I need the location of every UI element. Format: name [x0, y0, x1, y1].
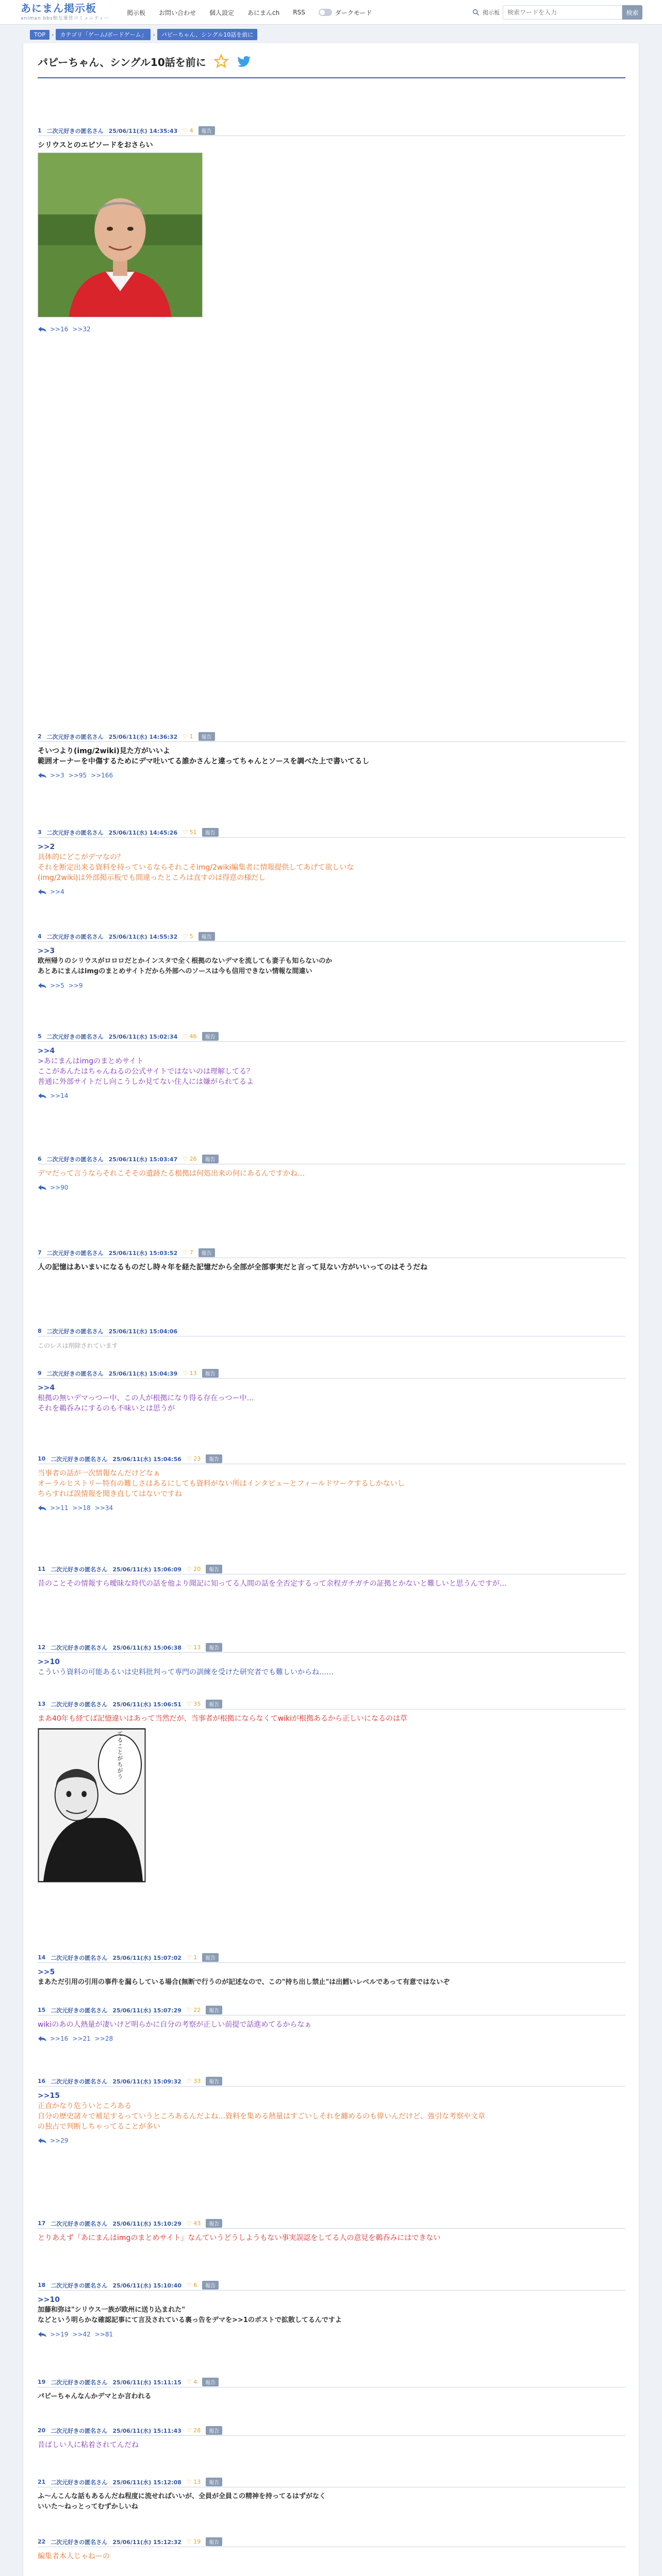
post-number[interactable]: 21: [38, 2479, 46, 2485]
post-meta: [38, 1454, 625, 1464]
post-number[interactable]: 22: [38, 2538, 46, 2545]
post-date: 25/06/11(水) 15:06:51: [112, 1701, 181, 1708]
like-button[interactable]: ♡ 28: [186, 2427, 201, 2434]
crumb-separator-icon: ›: [153, 31, 155, 38]
post-1: [38, 126, 625, 333]
reply-link[interactable]: >>16: [50, 326, 69, 333]
post-date: 25/06/11(水) 15:04:06: [108, 1328, 178, 1335]
post-date: 25/06/11(水) 15:12:32: [112, 2538, 181, 2546]
post-number[interactable]: 16: [38, 2078, 46, 2084]
post-author: 二次元好きの匿名さん: [46, 127, 104, 134]
post-number[interactable]: 5: [38, 1033, 42, 1040]
post-2: [38, 732, 625, 779]
post-13: [38, 1699, 625, 1886]
post-text-line: などという明らかな確認記事にて言及されている裏っ告をデマを>>1のポストで拡散してるんですよ: [38, 2316, 342, 2324]
reply-arrow-icon: [38, 772, 47, 778]
post-date: 25/06/11(水) 15:10:29: [112, 2220, 181, 2227]
post-date: 25/06/11(水) 14:55:32: [108, 933, 178, 940]
post-author: 二次元好きの匿名さん: [51, 2282, 108, 2289]
like-button[interactable]: ♡ 23: [186, 1455, 201, 1462]
report-button[interactable]: 報告: [198, 932, 215, 941]
like-button[interactable]: ♡ 7: [183, 1249, 193, 1256]
post-body: [38, 2291, 625, 2326]
post-text-line: の独占で判断しちゃってることが多い: [38, 2123, 160, 2131]
post-meta: [38, 2477, 625, 2487]
post-text-line: 根拠の無いデマっつー中、この人が根拠になり得る存在っつー中…: [38, 1394, 254, 1402]
reply-link[interactable]: >>29: [50, 2137, 69, 2144]
report-button[interactable]: 報告: [198, 1248, 215, 1257]
post-meta: [38, 2537, 625, 2547]
post-body: [38, 2487, 625, 2512]
post-author: 二次元好きの匿名さん: [51, 2479, 108, 2486]
post-text-line: 昔のことその情報すら曖昧な時代の話を他より聞記に知ってる人間の話を全否定するって余程ガチガチの証拠とかないと難しいと思うんですが…: [38, 1580, 507, 1588]
reply-link[interactable]: >>14: [50, 1092, 69, 1099]
post-text-line: ふ〜んこんな話もあるんだね程度に流せればいいが、全員が全員この精神を持ってるはずがなく: [38, 2493, 326, 2500]
post-author: 二次元好きの匿名さん: [51, 2220, 108, 2227]
report-button[interactable]: 報告: [198, 732, 215, 741]
report-button[interactable]: 報告: [206, 2537, 222, 2546]
reply-anchor-link[interactable]: >>3: [38, 947, 55, 955]
reply-arrow-icon: [38, 1184, 47, 1191]
like-button[interactable]: ♡ 26: [183, 1156, 197, 1162]
report-button[interactable]: 報告: [202, 1953, 219, 1962]
post-author: 二次元好きの匿名さん: [51, 1566, 108, 1573]
post-author: 二次元好きの匿名さん: [51, 1644, 108, 1651]
toggle-switch-icon: [319, 9, 332, 16]
post-date: 25/06/11(水) 15:06:09: [112, 1566, 181, 1573]
post-meta: [38, 1154, 625, 1164]
post-body: [38, 2015, 625, 2030]
report-button[interactable]: 報告: [202, 1032, 219, 1041]
post-meta: [38, 2076, 625, 2087]
post-date: 25/06/11(水) 15:04:39: [108, 1370, 178, 1377]
reply-anchor-link[interactable]: >>15: [38, 2092, 60, 2100]
reply-link[interactable]: >>4: [50, 888, 64, 895]
like-button[interactable]: ♡ 13: [186, 1644, 201, 1651]
post-manga-image[interactable]: [38, 1728, 146, 1883]
post-date: 25/06/11(水) 15:06:38: [112, 1644, 181, 1651]
crumb-thread[interactable]: パピーちゃん、シングル10話を前に: [157, 29, 257, 40]
post-text-line: このレスは削除されています: [38, 1342, 118, 1349]
report-button[interactable]: 報告: [206, 2077, 222, 2086]
reply-arrow-icon: [38, 2331, 47, 2337]
post-text-line: それを断定出来る資料を持っているならそれこそimg/2wiki編集者に情報提供してあげて欲しいな: [38, 863, 354, 872]
crumb-separator-icon: ›: [52, 31, 54, 38]
post-number[interactable]: 12: [38, 1644, 46, 1651]
post-meta: [38, 732, 625, 742]
post-text-line: 自分の歴史諸々で補足するっていうところあるんだよね…資料を集める熱量はすごいしそれを纏めるのも偉いんだけど、強引な考察や文章: [38, 2112, 485, 2121]
post-number[interactable]: 11: [38, 1566, 46, 1572]
crumb-category[interactable]: カテゴリ「ゲーム/ボードゲーム」: [56, 29, 151, 40]
dark-mode-label: ダークモード: [335, 9, 372, 16]
post-author: 二次元好きの匿名さん: [51, 1455, 108, 1463]
post-date: 25/06/11(水) 15:02:34: [108, 1033, 178, 1040]
post-text-line: 範囲オーナーを中傷するためにデマ吐いてる誰かさんと違ってちゃんとソースを調べた上で書いてるし: [38, 757, 370, 766]
post-text-line: 普通に外部サイトだし向こうしか見てない住人には嫌がられてるよ: [38, 1078, 254, 1086]
post-9: [38, 1368, 625, 1414]
post-number[interactable]: 7: [38, 1249, 42, 1256]
post-text-line: ちらすれば誤情報を聞き直してはないですね: [38, 1490, 182, 1498]
reply-links: [38, 1184, 625, 1191]
search-scope[interactable]: 掲示板: [483, 9, 500, 16]
post-date: 25/06/11(水) 15:12:08: [112, 2479, 181, 2486]
reply-links: [38, 1504, 625, 1512]
post-meta: [38, 1368, 625, 1379]
reply-link[interactable]: >>16: [50, 2035, 69, 2042]
report-button[interactable]: 報告: [198, 126, 215, 135]
like-button[interactable]: ♡ 20: [186, 1566, 201, 1572]
post-meta: [38, 2005, 625, 2015]
post-meta: [38, 1248, 625, 1258]
like-button[interactable]: ♡ 6: [186, 2282, 197, 2289]
reply-link[interactable]: >>34: [94, 1504, 113, 1512]
search-icon: [472, 8, 479, 16]
report-button[interactable]: 報告: [206, 1565, 222, 1573]
post-text-line: 人の記憶はあいまいになるものだし時々年を経た記憶だから全部が全部事実だと言って見ない方がいいってのはそうだね: [38, 1263, 427, 1272]
post-text-line: いいた〜ねっとってむずかしいね: [38, 2503, 138, 2511]
reply-anchor-link[interactable]: >>5: [38, 1968, 55, 1976]
reply-link[interactable]: >>9: [68, 982, 83, 989]
thread-header: [38, 54, 252, 69]
post-meta: [38, 2426, 625, 2436]
search-button[interactable]: 検索: [622, 5, 642, 20]
reply-link[interactable]: >>28: [94, 2035, 113, 2042]
post-body: [38, 1042, 625, 1087]
post-author: 二次元好きの匿名さん: [51, 2379, 108, 2386]
post-body: [38, 2229, 625, 2243]
post-4: [38, 931, 625, 989]
reply-link[interactable]: >>81: [94, 2331, 113, 2338]
post-number[interactable]: 15: [38, 2007, 46, 2013]
nav-bbs[interactable]: 掲示板: [127, 9, 146, 16]
reply-link[interactable]: >>18: [72, 1504, 91, 1512]
post-number[interactable]: 1: [38, 127, 42, 134]
post-number[interactable]: 2: [38, 733, 42, 740]
reply-arrow-icon: [38, 2036, 47, 2042]
report-button[interactable]: 報告: [206, 2006, 222, 2014]
post-photo-image[interactable]: [38, 152, 203, 317]
reply-anchor-link[interactable]: >>10: [38, 2296, 60, 2304]
post-text-line: まあただ引用の引用の事件を漏らしている場合(無断で行うのが記述なので、この"持ち出し禁止"は出鱈いレベルであって有意ではないぞ: [38, 1978, 450, 1986]
post-author: 二次元好きの匿名さん: [46, 733, 104, 740]
reply-link[interactable]: >>90: [50, 1184, 69, 1191]
post-text-line: 正直かなり危ういところある: [38, 2102, 131, 2110]
post-text-line: それを鵜呑みにするのも不味いとは思うが: [38, 1404, 175, 1413]
post-author: 二次元好きの匿名さん: [46, 1033, 104, 1040]
reply-arrow-icon: [38, 1093, 47, 1099]
post-number[interactable]: 20: [38, 2427, 46, 2434]
reply-link[interactable]: >>5: [50, 982, 64, 989]
post-author: 二次元好きの匿名さん: [46, 829, 104, 836]
post-meta: [38, 2218, 625, 2229]
post-body: [38, 742, 625, 767]
post-10: [38, 1454, 625, 1512]
reply-anchor-link[interactable]: >>2: [38, 843, 55, 851]
post-date: 25/06/11(水) 15:11:15: [112, 2379, 181, 2386]
post-body: [38, 2387, 625, 2402]
post-number[interactable]: 6: [38, 1156, 42, 1162]
post-number[interactable]: 18: [38, 2282, 46, 2289]
reply-links: [38, 1092, 625, 1099]
post-meta: [38, 931, 625, 942]
post-author: 二次元好きの匿名さん: [51, 2427, 108, 2434]
post-17: [38, 2218, 625, 2243]
post-body: [38, 1464, 625, 1499]
page-title: パピーちゃん、シングル10話を前に: [38, 56, 206, 69]
reply-links: [38, 326, 625, 333]
logo-sub-text: animan bbs相互運営コミュニティー: [21, 16, 109, 21]
post-author: 二次元好きの匿名さん: [51, 2078, 108, 2085]
post-number[interactable]: 19: [38, 2379, 46, 2385]
post-text-line: オーラルヒストリー特有の難しさはあるにしても資料がない所はインタビューとフィールドワークするしかないし: [38, 1480, 405, 1488]
post-22: [38, 2537, 625, 2562]
post-text-line: シリウスとのエピソードをおさらい: [38, 141, 153, 149]
post-text-line: 欧州帰りのシリウスがロロロだとかインスタで全く根拠のないデマを流しても妻子も知らないのか: [38, 957, 333, 965]
reply-link[interactable]: >>95: [68, 772, 87, 779]
like-button[interactable]: ♡ 4: [183, 127, 193, 134]
post-3: [38, 827, 625, 895]
report-button[interactable]: 報告: [202, 2281, 219, 2290]
reply-link[interactable]: >>11: [50, 1504, 69, 1512]
post-18: [38, 2280, 625, 2338]
post-text-line: とりあえず「あにまんはimgのまとめサイト」なんていうどうしようもない事実誤認をしてる人の意見を鵜呑みにはできない: [38, 2234, 441, 2242]
post-meta: [38, 126, 625, 136]
post-date: 25/06/11(水) 15:04:56: [112, 1455, 181, 1463]
post-15: [38, 2005, 625, 2042]
post-body: [38, 838, 625, 883]
post-date: 25/06/11(水) 15:03:47: [108, 1156, 178, 1163]
search-input[interactable]: [503, 5, 622, 20]
post-text-line: ここがあんたはちゃんねるの公式サイトではないのは理解してる？: [38, 1067, 254, 1076]
report-button[interactable]: 報告: [206, 1454, 222, 1463]
post-number[interactable]: 10: [38, 1455, 46, 1462]
post-author: 二次元好きの匿名さん: [46, 1370, 104, 1377]
twitter-share-icon[interactable]: [236, 54, 252, 69]
post-body: [38, 1258, 625, 1273]
post-text-line: 昔ばしい人に粘着されてんだね: [38, 2441, 139, 2449]
post-7: [38, 1248, 625, 1273]
post-date: 25/06/11(水) 14:35:43: [108, 127, 178, 134]
like-button[interactable]: ♡ 43: [186, 2220, 201, 2227]
thread-container: [23, 43, 639, 2576]
post-date: 25/06/11(水) 14:45:26: [108, 829, 178, 836]
reply-links: [38, 982, 625, 989]
post-date: 25/06/11(水) 15:07:02: [112, 1954, 181, 1961]
post-21: [38, 2477, 625, 2512]
report-button[interactable]: 報告: [206, 2219, 222, 2228]
crumb-top[interactable]: TOP: [30, 30, 49, 40]
post-19: [38, 2377, 625, 2402]
post-number[interactable]: 8: [38, 1328, 42, 1334]
post-number[interactable]: 4: [38, 933, 42, 940]
post-body: [38, 1379, 625, 1414]
post-text-line: まあ40年も経てば記憶違いはあって当然だが、当事者が根拠にならなくてwikiが根拠あるから正しいになるのは草: [38, 1715, 408, 1723]
reply-link[interactable]: >>21: [72, 2035, 91, 2042]
like-button[interactable]: ♡ 46: [183, 1033, 197, 1040]
reply-anchor-link[interactable]: >>4: [38, 1047, 55, 1055]
like-button[interactable]: ♡ 51: [183, 829, 197, 836]
post-number[interactable]: 9: [38, 1370, 42, 1377]
breadcrumb: [30, 29, 259, 40]
post-16: [38, 2076, 625, 2144]
reply-arrow-icon: [38, 1505, 47, 1511]
reply-links: [38, 888, 625, 895]
like-button[interactable]: ♡ 19: [186, 2538, 201, 2545]
post-text-line: 加藤和弥は"シリウス一族が欧州に送り込まれた": [38, 2306, 186, 2314]
post-meta: [38, 1953, 625, 1963]
reply-arrow-icon: [38, 326, 47, 332]
post-author: 二次元好きの匿名さん: [51, 2007, 108, 2014]
post-text-line: >あにまんはimgのまとめサイト: [38, 1057, 144, 1065]
post-text-line: 具体的にどこがデマなの？: [38, 853, 124, 861]
reply-links: [38, 772, 625, 779]
reply-arrow-icon: [38, 889, 47, 895]
post-body: [38, 1164, 625, 1179]
reply-link[interactable]: >>19: [50, 2331, 69, 2338]
manga-speech-text: 言ってることがちがう: [116, 1728, 123, 1780]
like-button[interactable]: ♡ 22: [186, 2007, 201, 2013]
post-date: 25/06/11(水) 15:07:29: [112, 2007, 181, 2014]
post-meta: [38, 2377, 625, 2387]
post-text-line: デマだって言うならそれこそその遺跡たる根拠は何処出来の何にあるんですかね…: [38, 1170, 305, 1178]
reply-arrow-icon: [38, 982, 47, 989]
post-date: 25/06/11(水) 15:11:43: [112, 2427, 181, 2434]
nav-settings[interactable]: 個人設定: [209, 9, 235, 16]
report-button[interactable]: 報告: [202, 2378, 219, 2386]
post-author: 二次元好きの匿名さん: [46, 1156, 104, 1163]
post-body: [38, 2547, 625, 2562]
reply-link[interactable]: >>42: [72, 2331, 91, 2338]
post-author: 二次元好きの匿名さん: [46, 1249, 104, 1257]
reply-link[interactable]: >>3: [50, 772, 64, 779]
reply-link[interactable]: >>32: [72, 326, 91, 333]
like-button[interactable]: ♡ 4: [186, 2379, 197, 2385]
post-14: [38, 1953, 625, 1988]
post-text-line: wikiのあの人熱量が凄いけど明らかに自分の考察が正しい前提で話進めてるからなぁ: [38, 2021, 312, 2029]
like-button[interactable]: ♡ 1: [183, 733, 193, 740]
post-author: 二次元好きの匿名さん: [51, 1954, 108, 1961]
post-author: 二次元好きの匿名さん: [46, 1328, 104, 1335]
post-date: 25/06/11(水) 15:10:40: [112, 2282, 181, 2289]
report-button[interactable]: 報告: [206, 2478, 222, 2486]
post-text-line: 当事者の話が一次情報なんだけどなぁ: [38, 1469, 160, 1478]
post-meta: [38, 1564, 625, 1574]
nav-animanch[interactable]: あにまんch: [247, 9, 280, 16]
report-button[interactable]: 報告: [202, 1369, 219, 1378]
like-button[interactable]: ♡ 13: [183, 1370, 197, 1377]
reply-arrow-icon: [38, 2138, 47, 2144]
reply-anchor-link[interactable]: >>4: [38, 1384, 55, 1392]
post-number[interactable]: 17: [38, 2220, 46, 2227]
post-text-line: こういう資料の可能あるいは史料批判って専門の訓練を受けた研究者でも難しいからね……: [38, 1668, 334, 1676]
nav-contact[interactable]: お問い合わせ: [159, 9, 196, 16]
reply-links: [38, 2035, 625, 2042]
post-text-line: あとあにまんはimgのまとめサイトだから外部へのソースは今も信用できない情報な間違い: [38, 968, 312, 975]
post-body: [38, 1963, 625, 1988]
post-body: [38, 1653, 625, 1677]
post-author: 二次元好きの匿名さん: [46, 933, 104, 940]
reply-anchor-link[interactable]: >>10: [38, 1658, 60, 1666]
like-button[interactable]: ♡ 35: [186, 1701, 201, 1707]
post-body: [38, 136, 625, 320]
post-body: [38, 1574, 625, 1589]
report-button[interactable]: 報告: [202, 828, 219, 837]
like-button[interactable]: ♡ 1: [186, 1954, 197, 1961]
main-nav: [127, 0, 385, 25]
search-area: [472, 5, 642, 20]
reply-links: [38, 2137, 625, 2144]
report-button[interactable]: 報告: [202, 1155, 219, 1163]
like-button[interactable]: ♡ 5: [183, 933, 193, 940]
post-body: [38, 2087, 625, 2132]
post-date: 25/06/11(水) 15:09:32: [112, 2078, 181, 2085]
reply-link[interactable]: >>166: [91, 772, 113, 779]
post-meta: [38, 1031, 625, 1042]
post-author: 二次元好きの匿名さん: [51, 2538, 108, 2546]
site-logo[interactable]: [21, 2, 119, 23]
post-body: [38, 2436, 625, 2450]
post-text-line: (img/2wiki)は外部掲示板でも間違ったところは直すのは得意の様だし: [38, 874, 266, 882]
post-8: [38, 1326, 625, 1351]
post-meta: [38, 2280, 625, 2291]
reply-links: [38, 2331, 625, 2338]
title-divider: [38, 77, 625, 78]
post-text-line: そいつより(img/2wiki)見た方がいいよ: [38, 747, 170, 755]
post-6: [38, 1154, 625, 1191]
report-button[interactable]: 報告: [206, 1643, 222, 1652]
post-12: [38, 1642, 625, 1677]
post-author: 二次元好きの匿名さん: [51, 1701, 108, 1708]
post-body: [38, 942, 625, 977]
like-button[interactable]: ♡ 13: [186, 2479, 201, 2485]
post-meta: [38, 1642, 625, 1653]
favorite-star-icon[interactable]: [213, 54, 229, 69]
post-meta: [38, 1326, 625, 1336]
nav-rss[interactable]: RSS: [293, 9, 305, 16]
post-5: [38, 1031, 625, 1099]
post-number[interactable]: 13: [38, 1701, 46, 1707]
post-body: [38, 1336, 625, 1351]
report-button[interactable]: 報告: [206, 2426, 222, 2435]
post-text-line: パピーちゃんなんかデマとか言われる: [38, 2393, 152, 2400]
post-meta: [38, 827, 625, 838]
dark-mode-toggle[interactable]: [319, 8, 372, 17]
post-date: 25/06/11(水) 15:03:52: [108, 1249, 178, 1257]
post-11: [38, 1564, 625, 1589]
post-date: 25/06/11(水) 14:36:32: [108, 733, 178, 740]
site-header: [0, 0, 662, 25]
like-button[interactable]: ♡ 33: [186, 2078, 201, 2084]
post-20: [38, 2426, 625, 2450]
post-number[interactable]: 14: [38, 1954, 46, 1961]
report-button[interactable]: 報告: [206, 1700, 222, 1708]
post-text-line: 編集者本人じゃねーの: [38, 2552, 110, 2561]
post-number[interactable]: 3: [38, 829, 42, 836]
logo-main-text: あにまん掲示板: [21, 2, 96, 14]
post-meta: [38, 1699, 625, 1709]
post-body: [38, 1709, 625, 1886]
